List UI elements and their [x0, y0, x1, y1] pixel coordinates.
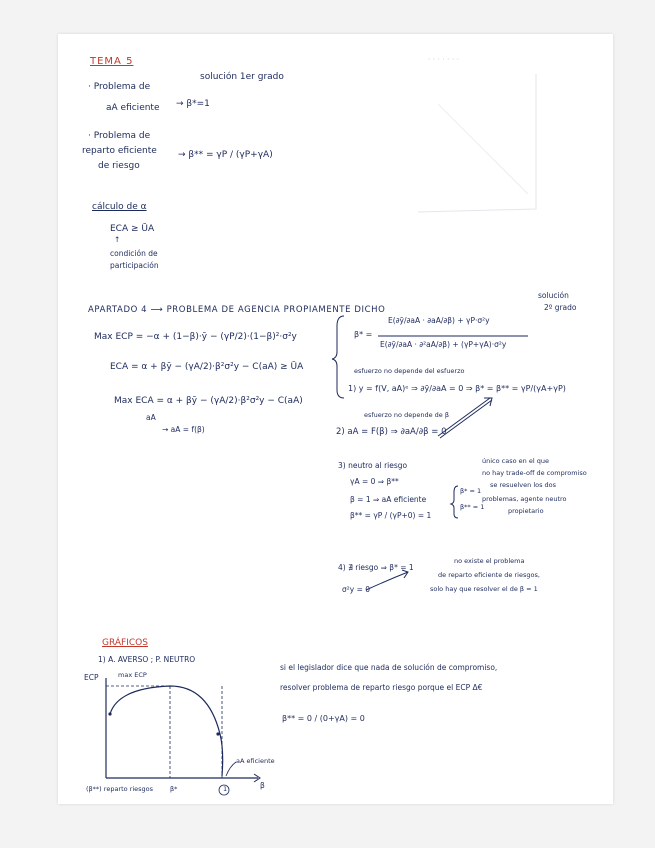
- case3-note-line2: no hay trade-off de compromiso: [482, 469, 587, 477]
- participation-inequality: ECA ≥ ŪA: [110, 224, 155, 234]
- agent-participation-equation: ECA = α + βȳ − (γA/2)·β²σ²y − C(aA) ≥ ŪA: [110, 362, 304, 372]
- case2-equation: 2) aA = F(β) ⇒ ∂aA/∂β = 0: [336, 427, 447, 437]
- case4-note-line1: no existe el problema: [454, 557, 525, 565]
- graph-case-title: 1) A. AVERSO ; P. NEUTRO: [98, 655, 196, 664]
- graph-efficient-label: aA eficiente: [236, 757, 275, 765]
- case1-equation: 1) y = f(V, aA)ᵉ ⇒ ∂ȳ/∂aA = 0 ⇒ β* = β** = γP/(γA+γP): [348, 384, 566, 393]
- agent-objective-equation: Max ECA = α + βȳ − (γA/2)·β²σ²y − C(aA): [114, 396, 303, 406]
- case3-title: 3) neutro al riesgo: [338, 461, 408, 470]
- case4-note-line3: solo hay que resolver el de β = 1: [430, 585, 538, 593]
- participation-note-line2: participación: [110, 261, 159, 270]
- graph-beta-star-label: β*: [170, 785, 178, 793]
- case4-line1: 4) ∄ riesgo ⇒ β* = 1: [338, 563, 414, 572]
- bleed-through-text: · · · · · · ·: [428, 55, 459, 64]
- first-degree-label: solución 1er grado: [200, 72, 284, 82]
- arrow-up-icon: ↑: [114, 235, 121, 244]
- case3-brace-line2: β** = 1: [460, 503, 485, 511]
- formula-brace: [332, 316, 344, 398]
- intro-item1-line2: aA eficiente: [106, 103, 160, 113]
- section-heading: APARTADO 4 ⟶ PROBLEMA DE AGENCIA PROPIAMENTE DICHO: [88, 305, 386, 315]
- case3-note-line3: se resuelven los dos: [490, 481, 557, 489]
- drawing-overlay: [58, 34, 613, 804]
- intro-item1-line1: · Problema de: [88, 82, 151, 92]
- graph-note-line2: resolver problema de reparto riesgo porque el ECP Δ€: [280, 683, 483, 692]
- graph-x-axis-label: β: [260, 781, 265, 790]
- intro-item2-line2: reparto eficiente: [82, 146, 157, 156]
- intro-item2-line3: de riesgo: [98, 161, 140, 171]
- graph-origin-label: (β**) reparto riesgos: [86, 785, 154, 793]
- effort-function-result: → aA = f(β): [162, 425, 205, 434]
- graph-curve: [110, 686, 223, 776]
- graph-note-line1: si el legislador dice que nada de solución de compromiso,: [280, 663, 498, 672]
- second-degree-label-line1: solución: [538, 291, 569, 300]
- case4-arrow: [366, 572, 408, 590]
- alpha-heading: cálculo de α: [92, 202, 147, 212]
- case3-brace-line1: β* = 1: [460, 487, 482, 495]
- case3-note-line1: único caso en el que: [482, 457, 549, 465]
- intro-item1-result: → β*=1: [176, 99, 210, 109]
- graph-max-label: max ECP: [118, 671, 147, 679]
- agent-objective-variable: aA: [146, 413, 156, 422]
- intro-item2-result: → β** = γP / (γP+γA): [178, 150, 273, 160]
- case-arrow: [438, 398, 490, 436]
- case3-line2: β = 1 ⇒ aA eficiente: [350, 495, 427, 504]
- graph-y-axis-label: ECP: [84, 673, 99, 682]
- case3-note-line4: problemas, agente neutro: [482, 495, 567, 503]
- beta-formula-denominator: E(∂ȳ/∂aA · ∂²aA/∂β) + (γP+γA)·σ²y: [380, 340, 507, 349]
- case3-brace: [451, 486, 458, 518]
- page-title: TEMA 5: [90, 56, 134, 67]
- participation-note-line1: condición de: [110, 249, 158, 258]
- case2-note: esfuerzo no depende de β: [364, 411, 449, 419]
- case3-line1: γA = 0 ⇒ β**: [350, 477, 399, 486]
- intro-item2-line1: · Problema de: [88, 131, 151, 141]
- notebook-page: [58, 34, 613, 804]
- graph-formula: β** = 0 / (0+γA) = 0: [282, 714, 365, 723]
- case4-line2: σ²y = 0: [342, 585, 371, 594]
- case1-note: esfuerzo no depende del esfuerzo: [354, 367, 465, 375]
- graphs-heading: GRÁFICOS: [102, 638, 148, 648]
- principal-objective-equation: Max ECP = −α + (1−β)·ȳ − (γP/2)·(1−β)²·σ²y: [94, 332, 297, 342]
- case4-note-line2: de reparto eficiente de riesgos,: [438, 571, 540, 579]
- beta-formula-numerator: E(∂ȳ/∂aA · ∂aA/∂β) + γP·σ²y: [388, 316, 490, 325]
- case3-line3: β** = γP / (γP+0) = 1: [350, 511, 432, 520]
- second-degree-label-line2: 2º grado: [544, 303, 577, 312]
- graph-one-label: 1: [223, 785, 228, 793]
- beta-formula-lhs: β* =: [354, 330, 373, 339]
- case3-note-line5: propietario: [508, 507, 544, 515]
